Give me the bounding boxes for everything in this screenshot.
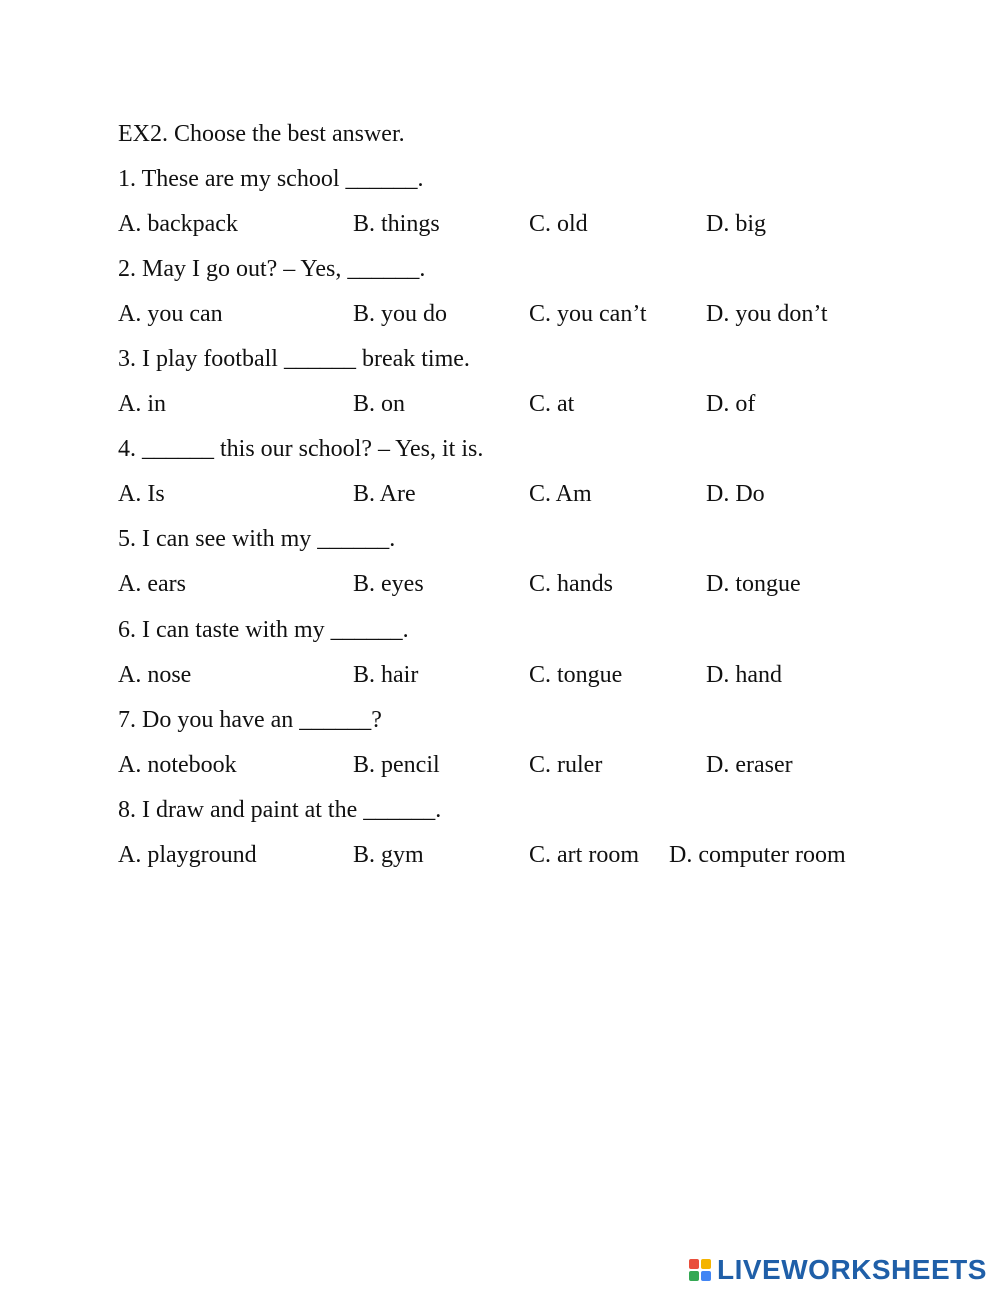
question-6-option-d[interactable]: D. hand bbox=[706, 662, 782, 688]
question-7-option-a[interactable]: A. notebook bbox=[118, 752, 237, 778]
question-1-option-d[interactable]: D. big bbox=[706, 211, 766, 237]
question-4-option-a[interactable]: A. Is bbox=[118, 481, 165, 507]
logo-square-4 bbox=[701, 1271, 711, 1281]
liveworksheets-logo-icon bbox=[689, 1259, 711, 1281]
question-7-option-c[interactable]: C. ruler bbox=[529, 752, 603, 778]
question-3-option-b[interactable]: B. on bbox=[353, 391, 406, 417]
question-5-option-c[interactable]: C. hands bbox=[529, 571, 613, 597]
question-1-option-a[interactable]: A. backpack bbox=[118, 211, 238, 237]
question-6-option-c[interactable]: C. tongue bbox=[529, 662, 623, 688]
question-2-stem: 2. May I go out? – Yes, ______. bbox=[118, 256, 426, 282]
question-4-option-d[interactable]: D. Do bbox=[706, 481, 765, 507]
question-3-option-c[interactable]: C. at bbox=[529, 391, 575, 417]
question-6-option-b[interactable]: B. hair bbox=[353, 662, 419, 688]
question-6-option-a[interactable]: A. nose bbox=[118, 662, 192, 688]
question-7-option-b[interactable]: B. pencil bbox=[353, 752, 440, 778]
question-7-stem: 7. Do you have an ______? bbox=[118, 707, 382, 733]
question-3-option-d[interactable]: D. of bbox=[706, 391, 756, 417]
question-5-option-b[interactable]: B. eyes bbox=[353, 571, 424, 597]
question-8-option-b[interactable]: B. gym bbox=[353, 842, 424, 868]
question-8-stem: 8. I draw and paint at the ______. bbox=[118, 797, 442, 823]
question-4-stem: 4. ______ this our school? – Yes, it is. bbox=[118, 436, 484, 462]
question-3-option-a[interactable]: A. in bbox=[118, 391, 166, 417]
logo-square-2 bbox=[701, 1259, 711, 1269]
question-3-stem: 3. I play football ______ break time. bbox=[118, 346, 470, 372]
question-2-option-d[interactable]: D. you don’t bbox=[706, 301, 828, 327]
brand-name: LIVEWORKSHEETS bbox=[717, 1254, 987, 1285]
question-5-stem: 5. I can see with my ______. bbox=[118, 526, 396, 552]
question-6-stem: 6. I can taste with my ______. bbox=[118, 617, 409, 643]
question-8-option-c[interactable]: C. art room bbox=[529, 842, 639, 868]
logo-square-3 bbox=[689, 1271, 699, 1281]
liveworksheets-logo bbox=[689, 1253, 987, 1287]
question-5-option-d[interactable]: D. tongue bbox=[706, 571, 801, 597]
question-1-option-c[interactable]: C. old bbox=[529, 211, 588, 237]
question-2-option-b[interactable]: B. you do bbox=[353, 301, 448, 327]
question-5-option-a[interactable]: A. ears bbox=[118, 571, 186, 597]
question-7-option-d[interactable]: D. eraser bbox=[706, 752, 793, 778]
question-1-option-b[interactable]: B. things bbox=[353, 211, 440, 237]
logo-square-1 bbox=[689, 1259, 699, 1269]
question-2-option-c[interactable]: C. you can’t bbox=[529, 301, 647, 327]
question-8-option-d[interactable]: D. computer room bbox=[669, 842, 846, 868]
question-4-option-c[interactable]: C. Am bbox=[529, 481, 592, 507]
question-4-option-b[interactable]: B. Are bbox=[353, 481, 416, 507]
question-8-option-a[interactable]: A. playground bbox=[118, 842, 257, 868]
question-2-option-a[interactable]: A. you can bbox=[118, 301, 223, 327]
exercise-title: EX2. Choose the best answer. bbox=[118, 121, 405, 147]
question-1-stem: 1. These are my school ______. bbox=[118, 166, 424, 192]
